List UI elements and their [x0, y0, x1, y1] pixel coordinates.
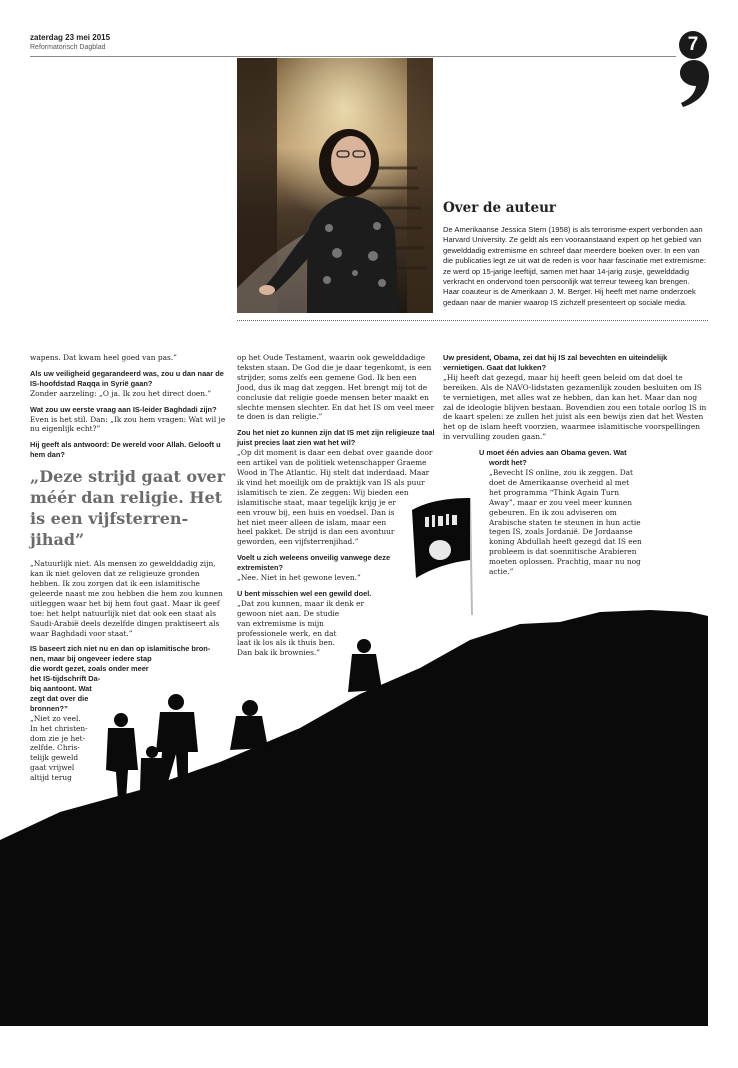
answer-line: tegen IS, zoals Jordanië. De Jordaanse: [489, 527, 633, 537]
issue-date: zaterdag 23 mei 2015: [30, 33, 111, 42]
interview-question: Voelt u zich weleens onveilig vanwege deze extremisten?: [237, 553, 391, 573]
answer-line: islamitisch te zien. Ze zeggen: Wij bieden een: [237, 487, 409, 497]
answer-line: moeten oplossen. Prachtig, maar nu nog: [489, 557, 641, 567]
interview-question: U bent misschien wel een gewild doel.: [237, 588, 372, 598]
answer-line: het niet meer alleen de islam, maar een: [237, 517, 387, 527]
answer-line: altijd terug: [30, 773, 72, 783]
answer-line: een artikel van de politiek wetenschapper Graeme: [237, 458, 427, 468]
answer-paragraph: [443, 468, 708, 577]
answer-paragraph: op het Oude Testament, waarin ook gewelddadige teksten staan. De God die je daar tegenkomt, is een strijder, soms zelfs een gemene God. Ik ben een Jood, dus ik mag dat zeggen. Het brengt mij tot de conclusie dat religie goede mensen beter maakt en slechte mensen slechter. En dat het IS om veel meer te doen is dan religie.”: [237, 353, 435, 422]
answer-paragraph: wapens. Dat kwam heel goed van pas.”: [30, 353, 177, 362]
answer-line: Away”, maar er zou veel meer kunnen: [489, 497, 632, 507]
answer-line: doet de Amerikaanse overheid al met: [489, 477, 630, 487]
question-line: die wordt gezet, zoals onder meer: [30, 664, 149, 674]
answer-line: gebeuren. En ik zou adviseren om: [489, 507, 617, 517]
answer-line: „Op dit moment is daar een debat over gaande door: [237, 448, 433, 458]
interview-question: Hij geeft als antwoord: De wereld voor Allah. Gelooft u hem dan?: [30, 440, 221, 460]
answer-paragraph: [237, 599, 435, 658]
answer-paragraph: „Nee. Niet in het gewone leven.”: [237, 573, 361, 583]
answer-line: ik vind het moeilijk om de praktijk van IS als puur: [237, 477, 425, 487]
question-line: U moet één advies aan Obama geven. Wat: [479, 448, 627, 458]
question-line: nen, maar bij ongeveer iedere stap: [30, 654, 152, 664]
answer-line: dom zie je het-: [30, 733, 86, 743]
answer-line: een vrouw bij, een huis en voedsel. Dan is: [237, 507, 395, 517]
author-box-text: De Amerikaanse Jessica Stern (1958) is als terrorisme-expert verbonden aan Harvard University. Ze geldt als een vooraanstaand expert op het gebied van gewelddadig extremisme en schreef daar meerdere boeken over. In een van die publicaties legt ze uit wat de reden is voor haar fascinatie met extremisme: ze werd op 15-jarige leeftijd, samen met haar 14-jarig zusje, gewelddadig verkracht en ondervond toen persoonlijk wat terreur teweeg kan brengen. Haar coauteur is de Amerikaan J. M. Berger. Hij heeft met name onderzoek gedaan naar de manier waarop IS zichzelf presenteert op sociale media.: [443, 225, 706, 307]
author-box-title: Over de auteur: [443, 200, 557, 216]
answer-line: Arabische staten te steunen in hun actie: [489, 517, 641, 527]
answer-line: „Niet zo veel.: [30, 713, 81, 723]
question-line: bronnen?”: [30, 703, 68, 713]
fighter-figure: [230, 700, 268, 750]
answer-line: zelfde. Chris-: [30, 743, 80, 753]
answer-paragraph: [30, 714, 228, 783]
answer-line: actie.”: [489, 567, 514, 577]
answer-line: In het christen-: [30, 723, 88, 733]
question-line: biq aantoont. Wat: [30, 684, 92, 694]
answer-paragraph: „Natuurlijk niet. Als mensen zo gewelddadig zijn, kan ik niet geloven dat ze religieuze gronden hebben. Ik zou zorgen dat ik een islamitische geleerde naast me zou hebben die hem zou kunnen uitleggen waar het bij hem fout gaat. Maar ik geef toe: het helpt natuurlijk niet dat ook een staat als Saudi-Arabië deels dezelfde dingen praktiseert als waar Baghdadi voor staat.”: [30, 559, 223, 638]
answer-paragraph: [237, 448, 435, 547]
interview-question: Uw president, Obama, zei dat hij IS zal bevechten en uiteindelijk vernietigen. Gaat dat lukken?: [443, 353, 668, 372]
answer-line: „Bevecht IS online, zou ik zeggen. Dat: [489, 467, 634, 477]
answer-line: professionele werk, en dat: [237, 628, 337, 638]
interview-question: Wat zou uw eerste vraag aan IS-leider Baghdadi zijn?: [30, 404, 217, 414]
interview-question: [443, 448, 708, 468]
answer-line: probleem is dat soennitische Arabieren: [489, 547, 637, 557]
pull-quote: „Deze strijd gaat over méér dan religie. Het is een vijfsterren-jihad”: [30, 467, 226, 550]
answer-paragraph: Zonder aarzeling: „O ja. Ik zou het direct doen.”: [30, 388, 212, 398]
answer-line: het programma “Think Again Turn: [489, 487, 619, 497]
answer-line: telijk geweld: [30, 753, 79, 763]
answer-paragraph: Even is het stil. Dan: „Ik zou hem vragen: Wat wil je nu eigenlijk echt?”: [30, 414, 226, 434]
question-line: wordt het?: [489, 458, 527, 468]
answer-line: gaat vrijwel: [30, 763, 75, 773]
newspaper-name: Reformatorisch Dagblad: [30, 44, 106, 51]
answer-line: „Dat zou kunnen, maar ik denk er: [237, 598, 365, 608]
interview-question: Als uw veiligheid gegarandeerd was, zou u dan naar de IS-hoofdstad Raqqa in Syrië gaan?: [30, 368, 224, 388]
interview-question: Zou het niet zo kunnen zijn dat IS met zijn religieuze taal juist precies laat zien wat het wil?: [237, 428, 435, 448]
interview-question: [30, 644, 228, 713]
question-line: zegt dat over die: [30, 693, 89, 703]
answer-line: geworden, een vijfsterrenjihad.”: [237, 537, 359, 547]
article-column-3: [443, 353, 708, 577]
page-number: 7: [679, 31, 707, 59]
answer-line: koning Abdullah heeft gezegd dat IS een: [489, 537, 642, 547]
article-column-1: [30, 353, 228, 783]
answer-line: Dan bak ik brownies.”: [237, 648, 321, 658]
question-line: het IS-tijdschrift Da-: [30, 674, 101, 684]
answer-line: laat ik los als ik thuis ben.: [237, 638, 335, 648]
answer-paragraph: „Hij heeft dat gezegd, maar hij heeft geen beleid om dat doel te bereiken. Als de NAVO-lidstaten gezamenlijk zouden besluiten om IS te vernietigen, met alles wat ze hebben, dan kan het. Maar dan nog zal de ideologie blijven bestaan. Bovendien zou een totale oorlog IS in de kaart spelen: ze zullen het juist als een bewijs zien dat het Westen het op de islam heeft voorzien, waarmee islamitische voorspellingen in vervulling zouden gaan.”: [443, 372, 707, 442]
answer-line: islamitische staat, maar tegelijk krijg je er: [237, 497, 396, 507]
question-line: IS baseert zich niet nu en dan op islamitische bron-: [30, 644, 211, 654]
answer-line: van extremisme is mijn: [237, 618, 324, 628]
answer-line: gewoon niet aan. De studie: [237, 608, 340, 618]
answer-line: heel pakket. De strijd is dan een avontuur: [237, 527, 395, 537]
article-column-2: [237, 353, 435, 658]
answer-line: Wood in The Atlantic. Hij stelt dat inderdaad. Maar: [237, 467, 430, 477]
